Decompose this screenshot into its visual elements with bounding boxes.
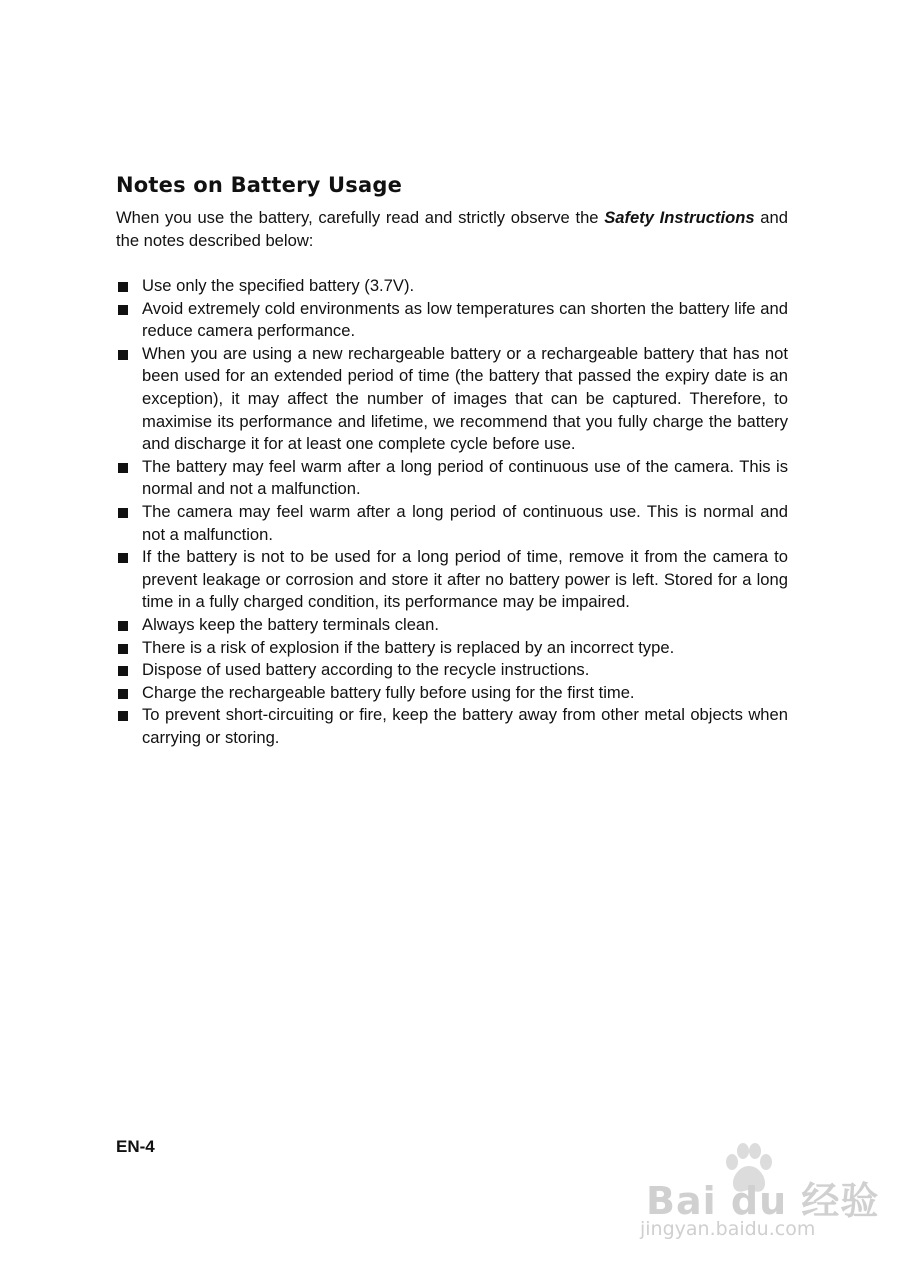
square-bullet-icon [118, 621, 128, 631]
list-item-text: The camera may feel warm after a long period of continuous use. This is normal and not a malfunction. [142, 501, 788, 544]
watermark-domain: jingyan.baidu.com [640, 1218, 816, 1240]
list-item [116, 682, 788, 705]
list-item [116, 298, 788, 343]
intro-text-after: and the notes described below: [116, 208, 788, 250]
watermark-brand: Bai du 经验 [646, 1179, 880, 1223]
list-item-text: Dispose of used battery according to the recycle instructions. [142, 660, 590, 680]
intro-paragraph [116, 207, 788, 252]
list-item-text: Use only the specified battery (3.7V). [142, 276, 415, 295]
square-bullet-icon [118, 689, 128, 699]
battery-notes-list [116, 275, 788, 749]
square-bullet-icon [118, 644, 128, 654]
list-item-text: The battery may feel warm after a long period of continuous use of the camera. This is normal and not a malfunction. [142, 456, 788, 499]
list-item [116, 704, 788, 749]
list-item [116, 546, 788, 614]
list-item-text: Charge the rechargeable battery fully before using for the first time. [142, 682, 635, 702]
list-item-text: Avoid extremely cold environments as low temperatures can shorten the battery life and reduce camera performance. [142, 298, 788, 341]
list-item [116, 659, 788, 682]
list-item [116, 501, 788, 546]
list-item-text: To prevent short-circuiting or fire, keep the battery away from other metal objects when carrying or storing. [142, 705, 788, 747]
list-item [116, 637, 788, 660]
list-item [116, 614, 788, 637]
list-item [116, 456, 788, 501]
square-bullet-icon [118, 305, 128, 315]
square-bullet-icon [118, 508, 128, 518]
list-item-text: There is a risk of explosion if the battery is replaced by an incorrect type. [142, 637, 675, 657]
square-bullet-icon [118, 350, 128, 360]
page-title: Notes on Battery Usage [116, 173, 403, 197]
list-item-text: If the battery is not to be used for a long period of time, remove it from the camera to prevent leakage or corrosion and store it after no battery power is left. Stored for a long time in a fully charged condition, its performance may be impaired. [142, 547, 788, 612]
baidu-watermark [636, 1140, 880, 1250]
square-bullet-icon [118, 711, 128, 721]
page-number: EN-4 [116, 1137, 155, 1156]
safety-instructions-emphasis: Safety Instructions [604, 208, 755, 227]
list-item-text: When you are using a new rechargeable battery or a rechargeable battery that has not been used for an extended period of time (the battery that passed the expiry date is an exception), it may affect the number of images that can be captured. Therefore, to maximise its performance and lifetime, we recommend that you fully charge the battery and discharge it for at least one complete cycle before use. [142, 343, 788, 454]
square-bullet-icon [118, 553, 128, 563]
list-item [116, 343, 788, 456]
square-bullet-icon [118, 666, 128, 676]
square-bullet-icon [118, 282, 128, 292]
intro-text-before: When you use the battery, carefully read and strictly observe the [116, 208, 605, 227]
list-item [116, 275, 788, 298]
square-bullet-icon [118, 463, 128, 473]
list-item-text: Always keep the battery terminals clean. [142, 614, 439, 634]
